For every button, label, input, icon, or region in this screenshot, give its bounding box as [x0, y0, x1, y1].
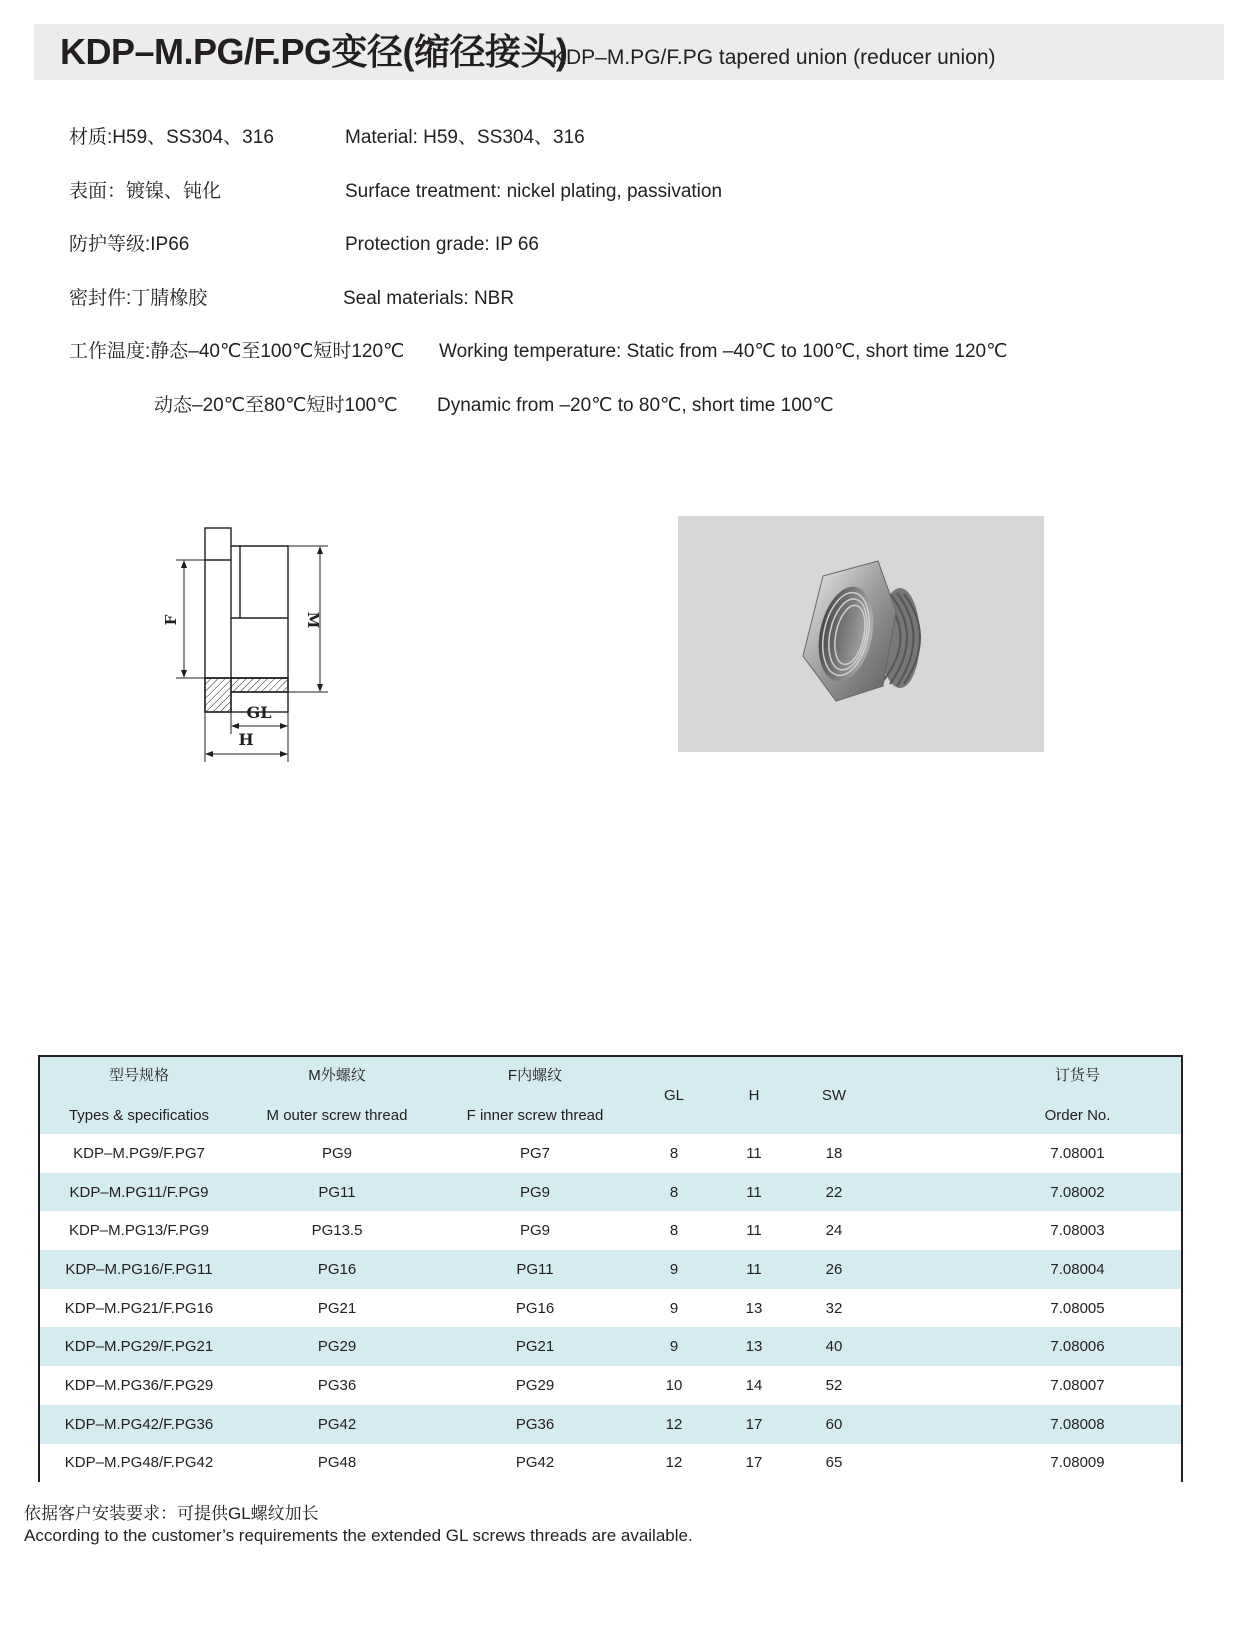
cell-order: 7.08006 — [874, 1327, 1181, 1366]
cell-h: 11 — [714, 1250, 794, 1289]
dim-label-gl: GL — [246, 703, 272, 722]
header-f-thread: F内螺纹 F inner screw thread — [436, 1057, 634, 1134]
footer-note-en: According to the customer’s requirements the extended GL screws threads are available. — [24, 1526, 693, 1545]
cell-sw: 52 — [794, 1366, 874, 1405]
dim-label-h: H — [238, 730, 254, 749]
table-row — [40, 1444, 1181, 1483]
cell-order: 7.08007 — [874, 1366, 1181, 1405]
cell-h: 11 — [714, 1211, 794, 1250]
dynamic-temp-zh: 动态–20℃至80℃短时100℃ — [154, 395, 398, 416]
temperature-zh: 工作温度:静态–40℃至100℃短时120℃ — [69, 341, 405, 362]
cell-sw: 32 — [794, 1289, 874, 1328]
cell-gl: 12 — [634, 1405, 714, 1444]
cell-order: 7.08004 — [874, 1250, 1181, 1289]
cell-h: 17 — [714, 1444, 794, 1483]
header-h: H — [714, 1057, 794, 1134]
cell-type: KDP–M.PG16/F.PG11 — [40, 1250, 238, 1289]
cell-f: PG16 — [436, 1289, 634, 1328]
seal-zh: 密封件:丁腈橡胶 — [69, 288, 208, 309]
cell-m: PG48 — [238, 1444, 436, 1483]
cell-m: PG29 — [238, 1327, 436, 1366]
table-row — [40, 1405, 1181, 1444]
cell-gl: 8 — [634, 1173, 714, 1212]
surface-en: Surface treatment: nickel plating, passivation — [345, 181, 723, 202]
cell-f: PG21 — [436, 1327, 634, 1366]
cell-gl: 9 — [634, 1327, 714, 1366]
cell-f: PG11 — [436, 1250, 634, 1289]
cell-m: PG9 — [238, 1134, 436, 1173]
page-title: KDP–M.PG/F.PG变径(缩径接头) — [60, 31, 568, 72]
cell-h: 13 — [714, 1289, 794, 1328]
cell-order: 7.08002 — [874, 1173, 1181, 1212]
table-row — [40, 1211, 1181, 1250]
cell-type: KDP–M.PG48/F.PG42 — [40, 1444, 238, 1483]
cell-sw: 26 — [794, 1250, 874, 1289]
cell-gl: 8 — [634, 1211, 714, 1250]
cell-sw: 40 — [794, 1327, 874, 1366]
cell-m: PG21 — [238, 1289, 436, 1328]
cell-type: KDP–M.PG29/F.PG21 — [40, 1327, 238, 1366]
cell-f: PG7 — [436, 1134, 634, 1173]
dynamic-temp-en: Dynamic from –20℃ to 80℃, short time 100℃ — [437, 395, 834, 416]
cell-order: 7.08001 — [874, 1134, 1181, 1173]
dim-label-f: F — [162, 614, 180, 626]
cell-f: PG9 — [436, 1173, 634, 1212]
cell-type: KDP–M.PG21/F.PG16 — [40, 1289, 238, 1328]
seal-en: Seal materials: NBR — [343, 288, 515, 309]
cell-type: KDP–M.PG36/F.PG29 — [40, 1366, 238, 1405]
cell-gl: 10 — [634, 1366, 714, 1405]
table-header-row — [40, 1057, 1181, 1134]
cell-f: PG9 — [436, 1211, 634, 1250]
cell-m: PG13.5 — [238, 1211, 436, 1250]
cell-order: 7.08003 — [874, 1211, 1181, 1250]
cell-m: PG42 — [238, 1405, 436, 1444]
header-m-thread: M外螺纹 M outer screw thread — [238, 1057, 436, 1134]
cell-type: KDP–M.PG13/F.PG9 — [40, 1211, 238, 1250]
cell-h: 17 — [714, 1405, 794, 1444]
cell-type: KDP–M.PG42/F.PG36 — [40, 1405, 238, 1444]
cell-gl: 12 — [634, 1444, 714, 1483]
cell-h: 11 — [714, 1173, 794, 1212]
table-row — [40, 1250, 1181, 1289]
dim-label-m: M — [304, 611, 322, 629]
cell-sw: 22 — [794, 1173, 874, 1212]
cell-gl: 8 — [634, 1134, 714, 1173]
protection-zh: 防护等级:IP66 — [69, 234, 190, 255]
cell-sw: 24 — [794, 1211, 874, 1250]
cell-m: PG36 — [238, 1366, 436, 1405]
cell-h: 11 — [714, 1134, 794, 1173]
table-row — [40, 1289, 1181, 1328]
protection-en: Protection grade: IP 66 — [345, 234, 539, 255]
material-en: Material: H59、SS304、316 — [345, 127, 585, 148]
header-order: 订货号 Order No. — [874, 1057, 1181, 1134]
product-photo — [678, 516, 1044, 752]
page-subtitle: KDP–M.PG/F.PG tapered union (reducer union) — [552, 46, 996, 69]
cell-m: PG16 — [238, 1250, 436, 1289]
cell-h: 13 — [714, 1327, 794, 1366]
table-row — [40, 1366, 1181, 1405]
cell-f: PG29 — [436, 1366, 634, 1405]
cell-m: PG11 — [238, 1173, 436, 1212]
reducer-union-image — [678, 516, 1044, 752]
cell-type: KDP–M.PG11/F.PG9 — [40, 1173, 238, 1212]
surface-zh: 表面：镀镍、钝化 — [69, 181, 222, 202]
header-gl: GL — [634, 1057, 714, 1134]
cell-gl: 9 — [634, 1289, 714, 1328]
header-type: 型号规格 Types & specificatios — [40, 1057, 238, 1134]
table-row — [40, 1173, 1181, 1212]
cell-order: 7.08008 — [874, 1405, 1181, 1444]
technical-drawing — [150, 520, 350, 770]
material-zh: 材质:H59、SS304、316 — [69, 127, 274, 148]
cell-sw: 60 — [794, 1405, 874, 1444]
cell-order: 7.08005 — [874, 1289, 1181, 1328]
cell-order: 7.08009 — [874, 1444, 1181, 1483]
cell-gl: 9 — [634, 1250, 714, 1289]
cell-sw: 65 — [794, 1444, 874, 1483]
cell-sw: 18 — [794, 1134, 874, 1173]
cell-h: 14 — [714, 1366, 794, 1405]
header-sw: SW — [794, 1057, 874, 1134]
temperature-en: Working temperature: Static from –40℃ to 100℃, short time 120℃ — [439, 341, 1008, 362]
table-row — [40, 1327, 1181, 1366]
table-row — [40, 1134, 1181, 1173]
cell-type: KDP–M.PG9/F.PG7 — [40, 1134, 238, 1173]
footer-note-zh: 依据客户安装要求：可提供GL螺纹加长 — [24, 1504, 319, 1523]
cell-f: PG42 — [436, 1444, 634, 1483]
cell-f: PG36 — [436, 1405, 634, 1444]
specification-table — [38, 1055, 1183, 1482]
